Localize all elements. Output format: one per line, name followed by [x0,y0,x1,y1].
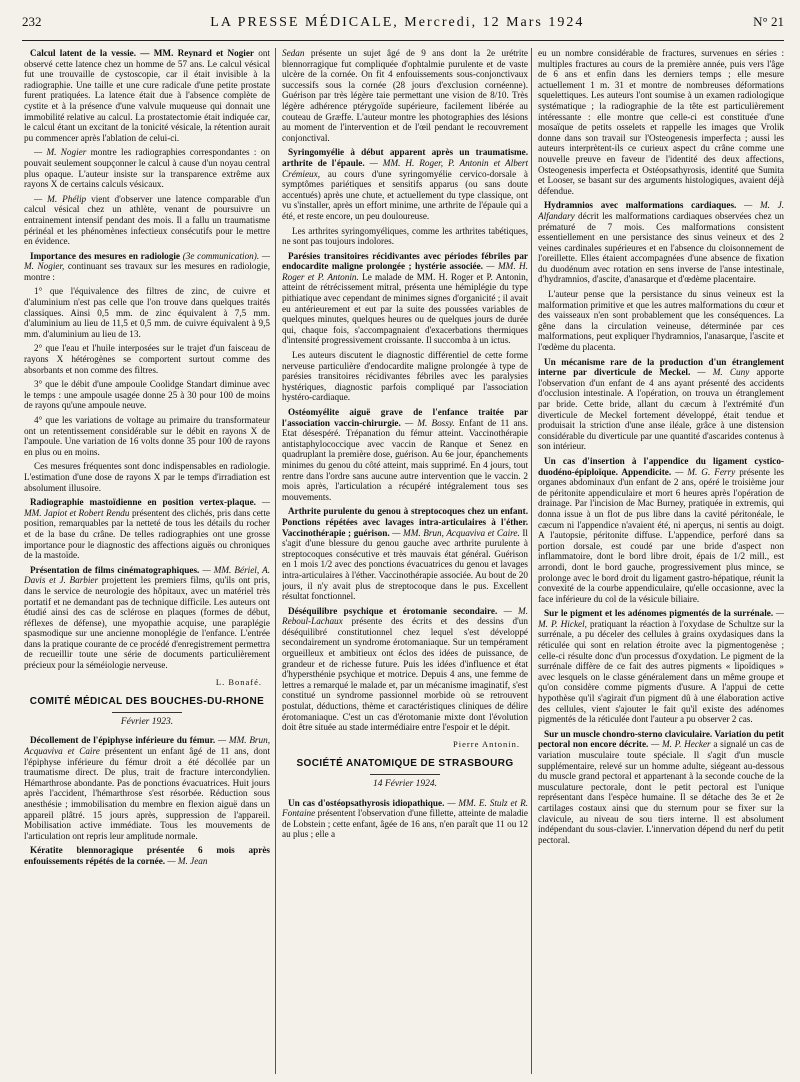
section-rule [112,712,182,713]
session-date: 14 Février 1924. [372,779,438,789]
article: Sur le pigment et les adénomes pigmentés de la surrénale. — M. P. Hickel, pratiquant la réaction à l'oxydase de Schultze sur la surrénale, a pu déceler des cellules à grains oxydasiques dans la réticulée qui sont en relation étroite avec la pigmentogenèse ; celle-ci résulte donc d'un processus d'oxydation. Le pigment de la surrénale diffère de ce fait des autres pigments « lipoïdiques » avec lesquels on le classe généralement dans un même groupe et qu'on considère comme pigments d'usure. A l'appui de cette hypothèse qu'il s'agirait d'un pigment dû à une élaboration active des cellules, vient s'ajouter le fait qu'il existe des adénomes pigmentés de la réticulée dont l'auteur a pu observer 2 cas. [538,608,784,725]
article: Un mécanisme rare de la production d'un étranglement interne par diverticule de Meckel. — M. Cuny apporte l'observation d'un enfant de 4 ans ayant présenté des accidents d'occlusion intestinale. A l'opération, on trouva un étranglement par bride. Cette bride, allant du cæcum à l'extrémité d'un diverticule de Meckel fortement développé, était tendue et produisait la striction d'une anse iléale, grâce à une distension considérable du diverticule par une quantité d'ascarides contenus à son intérieur. [538,356,784,452]
article: Importance des mesures en radiologie (3e communication). — M. Nogier, continuant ses travaux sur les mesures en radiologie, montre : [24,250,270,282]
column-3 [538,48,784,1076]
article: Ostéomyélite aiguë grave de l'enfance traitée par l'association vaccin-chirurgie. — M. Bossy. Enfant de 11 ans. Etat désespéré. Trépanation du fémur atteint. Vaccinothérapie antistaphylococcique avec vaccin de Ranque et Senez en quadruplant la première dose, guérison. Au 6e jour, épanchements minimes du genou du côté atteint, mais supprimé. En 4 jours, tout rentre dans l'ordre sans aucune autre intervention que le vaccin. 2 mois après, l'articulation a récupéré intégralement tous ses mouvements. [282,407,528,502]
paragraph: Les auteurs discutent le diagnostic différentiel de cette forme nerveuse particulière d'endocardite maligne prolongée à type de parésies transitoires récidivantes fébriles avec les paralysies hystériques, diagnostic parfois compliqué par l'association hystéro-cardiaque. [282,350,528,403]
session-date: Février 1923. [120,716,174,727]
paragraph: — M. Nogier montre les radiographies correspondantes : on pouvait seulement soupçonner le calcul à cause d'un noyau central plus opaque. L'auteur insiste sur la transparence extrême aux rayons X de certains calculs vésicaux. [24,147,270,190]
article: Déséquilibre psychique et érotomanie secondaire. — M. Reboul-Lachaux présente des écrits et des dessins d'un déséquilibré constitutionnel chez lequel s'est développé secondairement un syndrome érotomaniaque. Sur un tempérament orgueilleux et ambitieux ont éclos des idées de puissance, de grandeur et de richesse future. Puis les idées d'influence et état d'hypersthénie psychique et motrice. Depuis 4 ans, une femme de lettres a remarqué le malade et, par un mécanisme imaginatif, s'est constitué un syndrome passionnel morbide où se retrouvent postulat, déductions, thème et caractéristiques cliniques de délire érotomaniaque. C'est un cas d'érotomanie mixte dont l'évolution doit être située au stade intermédiaire entre l'espoir et le dépit. [282,605,528,733]
article: Kératite blennoragique présentée 6 mois après enfouissements répétés de la cornée. — M. Jean [24,845,270,866]
section-heading: SOCIÉTÉ ANATOMIQUE DE STRASBOURG [282,759,528,775]
article: Un cas d'ostéopsathyrosis idiopathique. — MM. E. Stulz et R. Fontaine présentent l'observation d'une fillette, atteinte de maladie de Lobstein ; cette enfant, âgée de 16 ans, n'en paraît que 11 ou 12 au plus ; elle a [282,797,528,840]
issue-number: N° 21 [753,14,784,29]
paragraph: 1° que l'équivalence des filtres de zinc, de cuivre et d'aluminium n'est pas celle que l'on trouve dans quelques traités classiques. Ainsi 0,5 mm. de zinc équivalent à 7,5 mm. d'aluminium au lieu de 11,5 et 0,5 mm. de cuivre équivalent à 9,5 mm. d'aluminium au lieu de 13. [24,286,270,339]
paragraph: — M. Phélip vient d'observer une latence comparable d'un calcul vésical chez un athlète, venant de poursuivre un entrainement intensif pendant des mois. Il a fallu un traumatisme périnéal et les phénomènes infectieux consécutifs pour le mettre en évidence. [24,193,270,247]
signature: L. Bonafé. [215,676,262,687]
page-header [22,14,784,41]
article: Arthrite purulente du genou à streptocoques chez un enfant. Ponctions répétées avec lavages intra-articulaires à l'éther. Vaccinothérapie ; guérison. — MM. Brun, Acquaviva et Caire. Il s'agit d'une blessure du genou gauche avec arthrite purulente à streptocoques consécutive et très mauvais état général. Guérison en 1 mois 1/2 avec des ponctions évacuatrices du genou et lavages intra-articulaires à l'éther. Vaccinothérapie associée. Au bout de 20 jours, il n'y avait plus de streptocoque dans le pus. Excellent résultat fonctionnel. [282,506,528,602]
article: Calcul latent de la vessie. — MM. Reynard et Nogier ont observé cette latence chez un homme de 57 ans. Le calcul vésical fut une trouvaille de cystoscopie, car il était invisible à la radiographie. Une taille et une cure radicale d'une petite prostate furent pratiquées. La latence était due à l'absence complète de cystite et à la présence d'une valvule muqueuse qui donnait une immobilité relative au calcul. La prostatectomie était indiquée car, le calcul étant un excitant de la tonicité vésicale, la rétention aurait pu commencer après l'ablation de celui-ci. [24,48,270,143]
page-number: 232 [22,14,42,29]
paragraph: Les arthrites syringomyéliques, comme les arthrites tabétiques, ne sont pas toujours indolores. [282,225,528,247]
paragraph: 2° que l'eau et l'huile interposées sur le trajet d'un faisceau de rayons X hétérogènes se comportent surtout comme des absorbants et non comme des filtres. [24,343,270,375]
paragraph: L'auteur pense que la persistance du sinus veineux est la malformation primitive et que les autres malformations du cœur et des vaisseaux n'en sont probablement que les conséquences. La gêne dans la circulation veineuse, déterminée par ces malformations, peut expliquer l'hydramnios, l'anasarque, l'ascite et l'œdème du placenta. [538,289,784,353]
column-2 [282,48,528,1076]
paragraph: eu un nombre considérable de fractures, survenues en séries : multiples fractures au cours de la première année, puis vers l'âge de 6 ans et enfin dans les derniers temps ; elle mesure actuellement 1 m. 31 et montre de nombreuses déformations squelettiques. Les auteurs l'ont soumise à un examen radiologique systématique ; la radiographie de la tête est particulièrement intéressante : elle montre que celle-ci est constituée d'une mosaïque de petits osselets et rappelle les images que Vrolik donne dans son travail sur l'Osteogenesis imperfecta ; aussi les auteurs interprètent-ils ce curieux aspect du crâne comme une nouvelle preuve en faveur de l'identité des deux affections, Osteogenesis imperfecta et Ostéopsathyrosis, identité que Sumita et Looser, se basant sur des arguments histologiques, avaient déjà défendue. [538,48,784,196]
column-1 [24,48,270,1076]
article: Hydramnios avec malformations cardiaques. — M. J. Alfandary décrit les malformations cardiaques observées chez un prématuré de 7 mois. Ces malformations consistent essentiellement en une persistance des sinus veineux et des 2 veines cardinales supérieures et en l'absence du cloisonnement de l'oreillette. Elles étaient accompagnées d'une absence de fixation du duodénum avec rotation en sens inverse de l'anse intestinale, d'hydramnios, d'ascite, d'anasarque et d'œdème placentaire. [538,200,784,285]
article: Radiographie mastoïdienne en position vertex-plaque. — MM. Japiot et Robert Rendu présentent des clichés, pris dans cette position, remarquables par la netteté de tous les détails du rocher et de la base du crâne. De telles radiographies ont une grosse importance pour le diagnostic des affections aiguës ou chroniques de la mastoïde. [24,497,270,561]
section-heading: COMITÉ MÉDICAL DES BOUCHES-DU-RHONE [24,697,270,713]
paragraph: 4° que les variations de voltage au primaire du transformateur ont un retentissement considérable sur le débit en rayons X de l'ampoule. Une variation de 16 volts donne 35 pour 100 de rayons en plus ou en moins. [24,415,270,457]
column-divider [531,48,532,1074]
article: Présentation de films cinématographiques. — MM. Bériel, A. Davis et J. Barbier projettent les premiers films, qu'ils ont pris, dans le service de neurologie des hôpitaux, avec un matériel très portatif et ne demandant pas de technique difficile. Les auteurs ont étudié ainsi des cas de sclérose en plaques (formes de début, réflexes de défense), une myopathie acquise, une paraplégie spasmodique sur une ancienne monoplégie de l'enfance. L'entrée dans la pratique courante de ce procédé d'enregistrement permettra de recueillir toute une série de documents particulièrement précieux pour la séméiologie nerveuse. [24,564,270,671]
article: Décollement de l'épiphyse inférieure du fémur. — MM. Brun, Acquaviva et Caire présentent un enfant âgé de 11 ans, dont l'épiphyse inférieure du fémur droit a été décollée par un traumatisme direct. De plus, trait de fracture intercondylien. Hémarthrose abondante. Pas de ponctions évacuatrices. Huit jours après l'accident, l'hémarthrose s'est résorbée. Réduction sous anesthésie ; immobilisation du membre en flexion aiguë dans un appareil plâtré. 15 jours après, suppression de l'appareil. Mobilisation active immédiate. Tous les mouvements de l'articulation ont repris leur amplitude normale. [24,735,270,841]
article: Sur un muscle chondro-sterno claviculaire. Variation du petit pectoral non encore décrite. — M. P. Hecker a signalé un cas de variation musculaire toute spéciale. Il s'agit d'un muscle supplémentaire, relevé sur un homme adulte, siégeant au-dessous du muscle grand pectoral et appartenant à la seconde couche de la musculature pectorale, dont le petit pectoral est l'unique représentant dans l'espèce humaine. Il se détache des 3e et 2e cartilages costaux ainsi que du sternum pour se fixer sur la clavicule, au niveau de sou tiers interne. Il est absolument indépendant du sous-clavier. L'innervation dépend du nerf du petit pectoral. [538,728,784,845]
signature: Pierre Antonin. [453,738,520,749]
paragraph: 3° que le débit d'une ampoule Coolidge Standart diminue avec le temps : une ampoule usagée donne 25 à 30 pour 100 de moins de rayons qu'une ampoule neuve. [24,379,270,411]
article: Un cas d'insertion à l'appendice du ligament cystico-duodéno-épiploïque. Appendicite. — M. G. Ferry présente les organes abdominaux d'un enfant de 2 ans, opéré le troisième jour de péritonite appendiculaire et mort 6 heures après l'opération de drainage. Par l'incision de Mac Burney, pratiquée in extremis, qui donna issue à un flot de pus libre dans la cavité péritonéale, le cæcum ni l'appendice n'avaient été, ni aperçus, ni sentis au doigt. A l'autopsie, péritonite diffuse. L'appendice, perforé dans sa portion dorsale, est coudé par une bride d'aspect non inflammatoire, dont le bord libre droit, épais de 1/2 mill., est arrondi, dont le bord gauche, progressivement plus mince, se prolonge avec le bord droit du ligament gastro-hépatique, réunit la convexité de la courbe appendiculaire, qu'elle occasionne, avec la face inférieure du col de la vésicule biliaire. [538,455,784,604]
section-rule [370,774,440,775]
paragraph: Sedan présente un sujet âgé de 9 ans dont la 2e urétrite blennorragique fut compliquée d'ophtalmie purulente et de vaste ulcère de la cornée. On fit 4 enfouissements sous-conjonctivaux successifs sous la cornée (28 jours d'exclusion cornéenne). Guérison par très légère taie permettant une vision de 8/10. Très légère adhérence ptérygoïde supérieure, facilement libérée au couteau de Græffe. L'auteur montre les photographies des lésions au moment de l'intervention et de l'œil pendant le recouvrement conjonctival. [282,48,528,143]
article: Syringomyélie à début apparent après un traumatisme. arthrite de l'épaule. — MM. H. Roger, P. Antonin et Albert Crémieux, au cours d'une syringomyélie cervico-dorsale à symptômes pariétiques et sensitifs apparus (ou sans doute accentués) après une chute, et actuellement du type classique, ont vu s'installer, après un effort minime, une arthrite de l'épaule qui a été, et reste encore, un peu douloureuse. [282,147,528,221]
paragraph: Ces mesures fréquentes sont donc indispensables en radiologie. L'estimation d'une dose de rayons X par le temps d'irradiation est absolument illusoire. [24,461,270,493]
journal-title: LA PRESSE MÉDICALE, Mercredi, 12 Mars 1924 [210,15,585,30]
column-divider [275,48,276,1074]
article: Parésies transitoires récidivantes avec périodes fébriles par endocardite maligne prolongée ; hystérie associée. — MM. H. Roger et P. Antonin. Le malade de MM. H. Roger et P. Antonin, atteint de rétrécissement mitral, présenta une hémiplégie du type pithiatique avec cependant de minimes signes d'organicité ; il avait eu antérieurement et eut par la suite des poussées variables de quelques minutes, quelques heures ou de quelques jours de durée qui, chaque fois, s'accompagnaient d'exacerbations thermiques d'intensité progressivement croissante. Il succomba à un ictus. [282,250,528,346]
